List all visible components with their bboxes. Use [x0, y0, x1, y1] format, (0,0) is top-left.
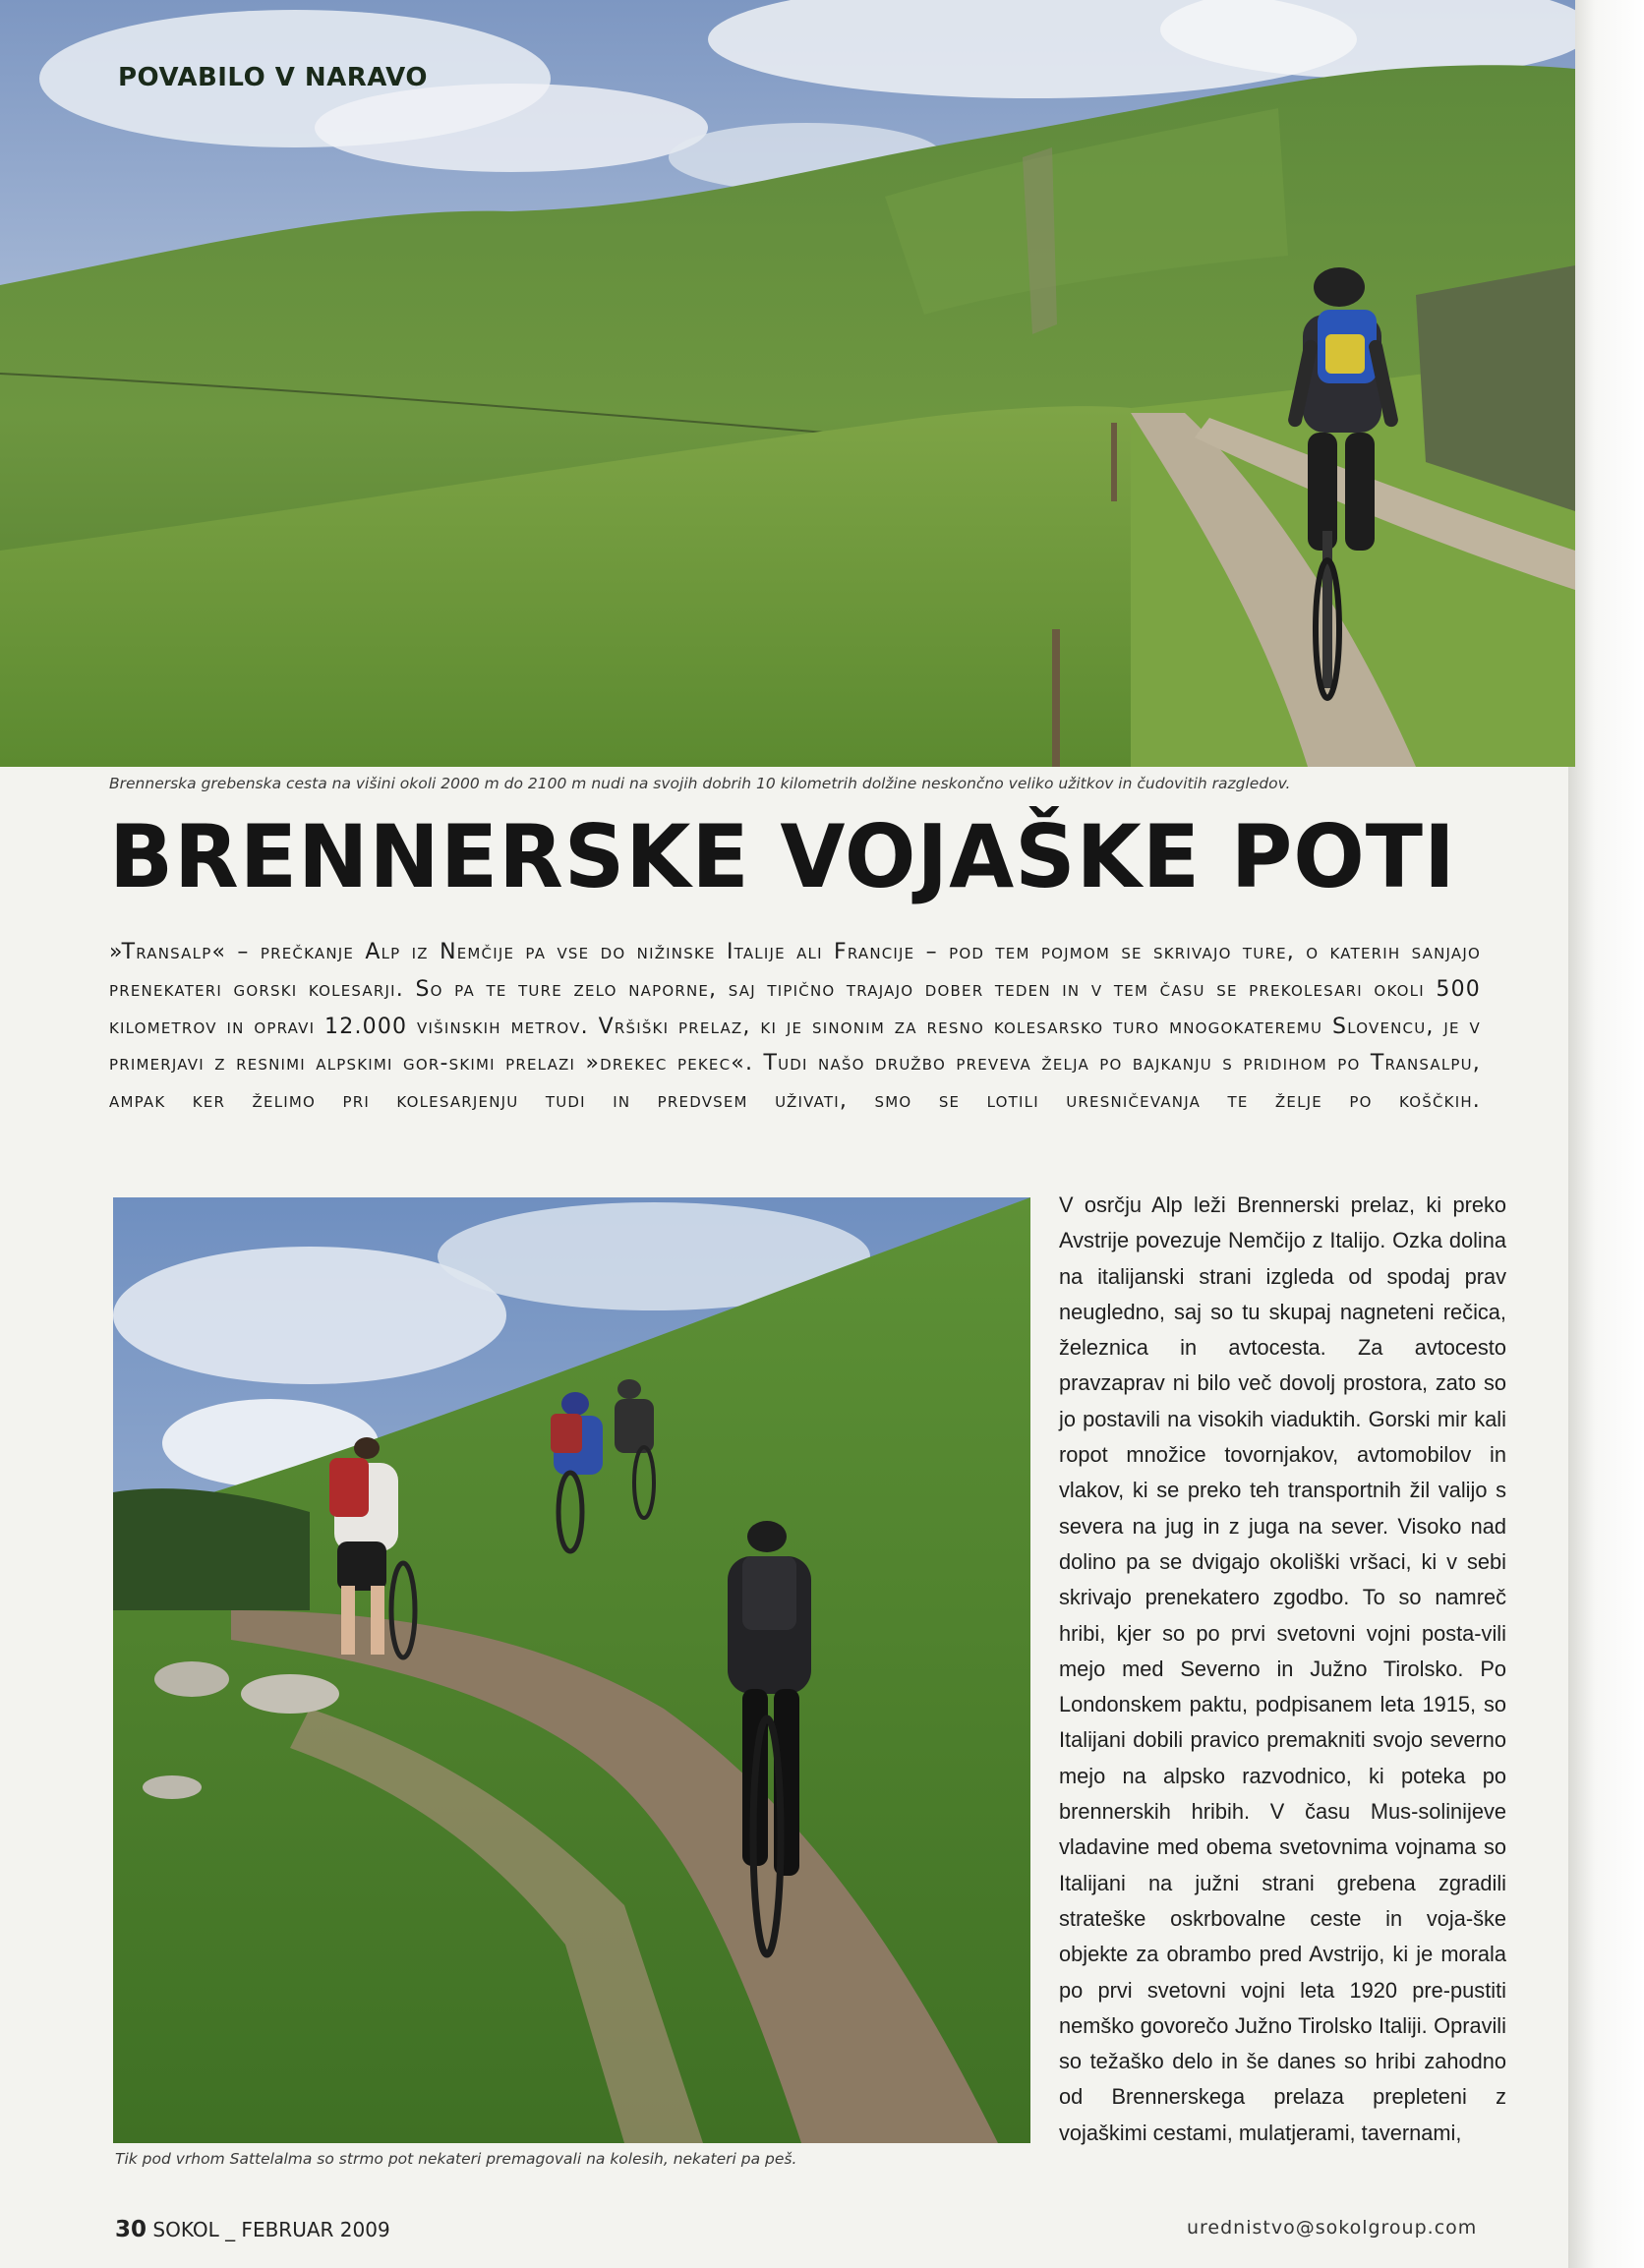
trail-cyclists-illustration [113, 1197, 1030, 2143]
article-headline: BRENNERSKE VOJAŠKE POTI [109, 806, 1456, 907]
editorial-email[interactable]: urednistvo@sokolgroup.com [1187, 2217, 1478, 2239]
page-folio [115, 2217, 390, 2242]
article-body: V osrčju Alp leži Brennerski prelaz, ki preko Avstrije povezuje Nemčijo z Italijo. Ozka dolina na italijanski strani izgleda od spodaj prav neugledno, saj so tu skupaj nagneteni rečica, železnica in avtocesta. Za avtocesto pravzaprav ni bilo več dovolj prostora, zato so jo postavili na visokih viaduktih. Gorski mir kali ropot množice tovornjakov, avtomobilov in vlakov, ki se preko teh transportnih žil valijo s severa na jug in z juga na sever. Visoko nad dolino pa se dvigajo okoliški vršaci, ki v sebi skrivajo prenekatero zgodbo. To so namreč hribi, kjer so po prvi svetovni vojni posta-vili mejo med Severno in Južno Tirolsko. Po Londonskem paktu, podpisanem leta 1915, so Italijani dobili pravico premakniti svojo severno mejo na alpsko razvodnico, ki poteka po brennerskih hribih. V času Mus-solinijeve vladavine med obema svetovnima vojnama so Italijani na južni strani grebena zgradili strateške oskrbovalne ceste in voja-ške objekte za obrambo pred Avstrijo, ki je morala po prvi svetovni vojni leta 1920 pre-pustiti nemško govorečo Južno Tirolsko Italiji. Opravili so težaško delo in še danes so hribi zahodno od Brennerskega prelaza prepleteni z vojaškimi cestami, mulatjerami, tavernami, [1059, 1192, 1506, 2145]
inset-photo-caption: Tik pod vrhom Sattelalma so strmo pot nekateri premagovali na kolesih, nekateri pa peš. [115, 2150, 797, 2168]
article-lede: »Transalp« – prečkanje Alp iz Nemčije pa vse do nižinske Italije ali Francije – pod tem pojmom se skrivajo ture, o katerih sanjajo prenekateri gorski kolesarji. So pa te ture zelo naporne, saj tipično trajajo dober teden in v tem času se prekolesari okoli 500 kilometrov in opravi 12.000 višinskih metrov. Vršiški prelaz, ki je sinonim za resno kolesarsko turo mnogokateremu Slovencu, je v primerjavi z resnimi alpskimi gor-skimi prelazi »drekec pekec«. Tudi našo družbo preveva želja po bajkanju s pridihom po Transalpu, ampak ker želimo pri kolesarjenju tudi in predvsem uživati, smo se lotili uresničevanja te želje po koščkih. [109, 940, 1481, 1114]
section-label: POVABILO V NARAVO [118, 63, 428, 92]
page-number: 30 [115, 2217, 147, 2242]
magazine-issue: SOKOL _ FEBRUAR 2009 [152, 2218, 390, 2241]
top-photo-caption: Brennerska grebenska cesta na višini okoli 2000 m do 2100 m nudi na svojih dobrih 10 kilometrih dolžine neskončno veliko užitkov in čudovitih razgledov. [109, 775, 1291, 792]
mountain-road-cyclist-illustration [0, 0, 1575, 767]
top-photo [0, 0, 1575, 767]
inset-photo [113, 1197, 1030, 2143]
page-gutter [1568, 0, 1644, 2268]
